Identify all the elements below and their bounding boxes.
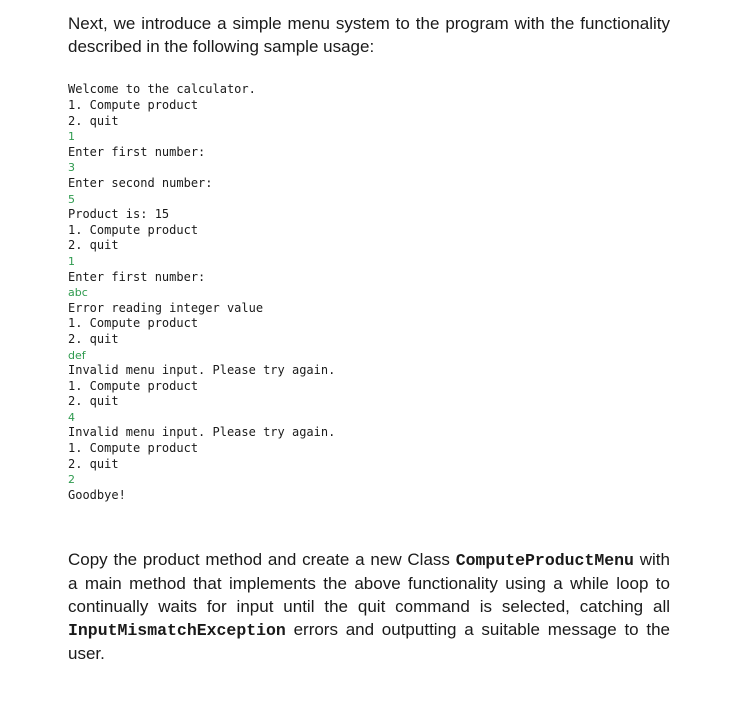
- console-user-input-line: 1: [68, 254, 75, 268]
- console-user-input-line: 5: [68, 192, 75, 206]
- console-output-line: Error reading integer value: [68, 300, 264, 315]
- exception-name-code: InputMismatchException: [68, 621, 286, 640]
- console-output-line: 1. Compute product: [68, 378, 199, 393]
- console-output-line: 2. quit: [68, 113, 119, 128]
- console-user-input-line: def: [68, 348, 86, 362]
- console-output-line: Welcome to the calculator.: [68, 82, 256, 96]
- instruction-text-3: errors and outputting a suitable message to the user.: [68, 620, 670, 663]
- instruction-text-2: with a main method that implements the above functionality using a while loop to continually waits for input until the quit command is selected, catching all: [68, 550, 670, 616]
- console-user-input-line: 2: [68, 473, 75, 487]
- class-name-code: ComputeProductMenu: [455, 551, 634, 570]
- console-output-line: 2. quit: [68, 238, 119, 253]
- console-user-input-line: 1: [68, 130, 75, 144]
- console-output-line: 1. Compute product: [68, 98, 199, 112]
- console-output-line: Enter first number:: [68, 269, 206, 284]
- console-output-line: 2. quit: [68, 331, 119, 346]
- intro-paragraph: Next, we introduce a simple menu system to the program with the functionality described in the following sample usage:: [68, 14, 670, 56]
- console-output-line: Goodbye!: [68, 487, 126, 502]
- console-output-line: Product is: 15: [68, 207, 170, 222]
- console-output-line: 1. Compute product: [68, 222, 199, 237]
- console-user-input-line: 4: [68, 410, 75, 424]
- instruction-paragraph: [68, 548, 670, 665]
- sample-console-output: [68, 80, 668, 503]
- console-output-line: 1. Compute product: [68, 316, 199, 331]
- console-output-line: 2. quit: [68, 456, 119, 471]
- console-output-line: 1. Compute product: [68, 441, 199, 456]
- console-output-line: 2. quit: [68, 394, 119, 409]
- console-output-line: Enter first number:: [68, 144, 206, 159]
- console-output-line: Invalid menu input. Please try again.: [68, 363, 336, 378]
- instruction-text-1: Copy the product method and create a new Class: [68, 550, 456, 569]
- console-output-line: Invalid menu input. Please try again.: [68, 425, 336, 440]
- console-user-input-line: 3: [68, 161, 75, 175]
- console-output-line: Enter second number:: [68, 175, 213, 190]
- console-user-input-line: abc: [68, 286, 88, 300]
